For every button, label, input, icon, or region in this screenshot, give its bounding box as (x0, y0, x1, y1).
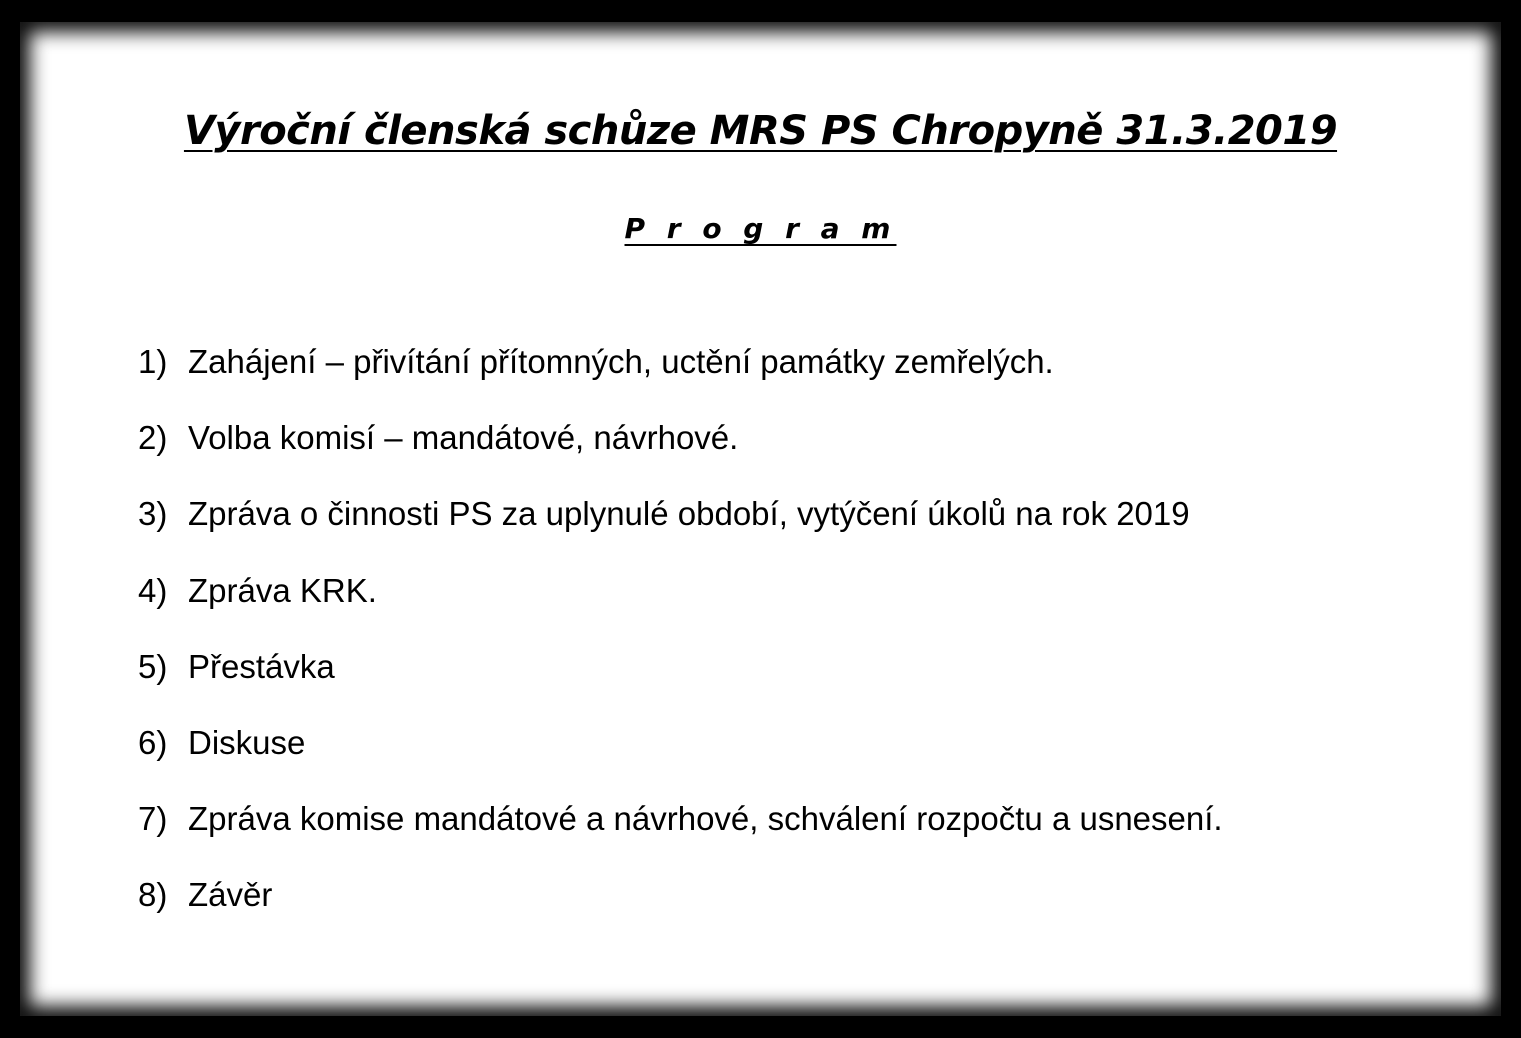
document-title-text: Výroční členská schůze MRS PS Chropyně 31.3.2019 (183, 108, 1338, 154)
agenda-item (138, 412, 1223, 488)
document-title (0, 108, 1521, 154)
agenda-item-number: 1) (138, 343, 168, 380)
agenda-item (138, 717, 1223, 793)
agenda-item-text: Zpráva komise mandátové a návrhové, schválení rozpočtu a usnesení. (188, 800, 1223, 838)
agenda-item-number: 8) (138, 876, 168, 914)
agenda-item-number: 7) (138, 800, 168, 838)
agenda-item (138, 641, 1223, 717)
agenda-item (138, 565, 1223, 641)
agenda-item-text: Zpráva KRK. (188, 571, 377, 609)
agenda-item-text: Zahájení – přivítání přítomných, uctění památky zemřelých. (188, 343, 1054, 380)
agenda-list (138, 336, 1223, 946)
document-subtitle-text: P r o g r a m (624, 212, 897, 245)
agenda-item-text: Zpráva o činnosti PS za uplynulé období, vytýčení úkolů na rok 2019 (188, 495, 1190, 533)
agenda-item (138, 336, 1223, 412)
agenda-item-text: Přestávka (188, 647, 335, 685)
agenda-item-text: Diskuse (188, 723, 306, 761)
agenda-item-text: Volba komisí – mandátové, návrhové. (188, 419, 739, 457)
agenda-item (138, 488, 1223, 564)
agenda-item-number: 4) (138, 571, 168, 609)
agenda-item-number: 2) (138, 419, 168, 457)
agenda-item-number: 3) (138, 495, 168, 533)
agenda-item-number: 6) (138, 723, 168, 761)
document-subtitle (0, 212, 1521, 245)
agenda-item (138, 793, 1223, 869)
agenda-item-number: 5) (138, 647, 168, 685)
agenda-item (138, 869, 1223, 945)
agenda-item-text: Závěr (188, 876, 273, 914)
